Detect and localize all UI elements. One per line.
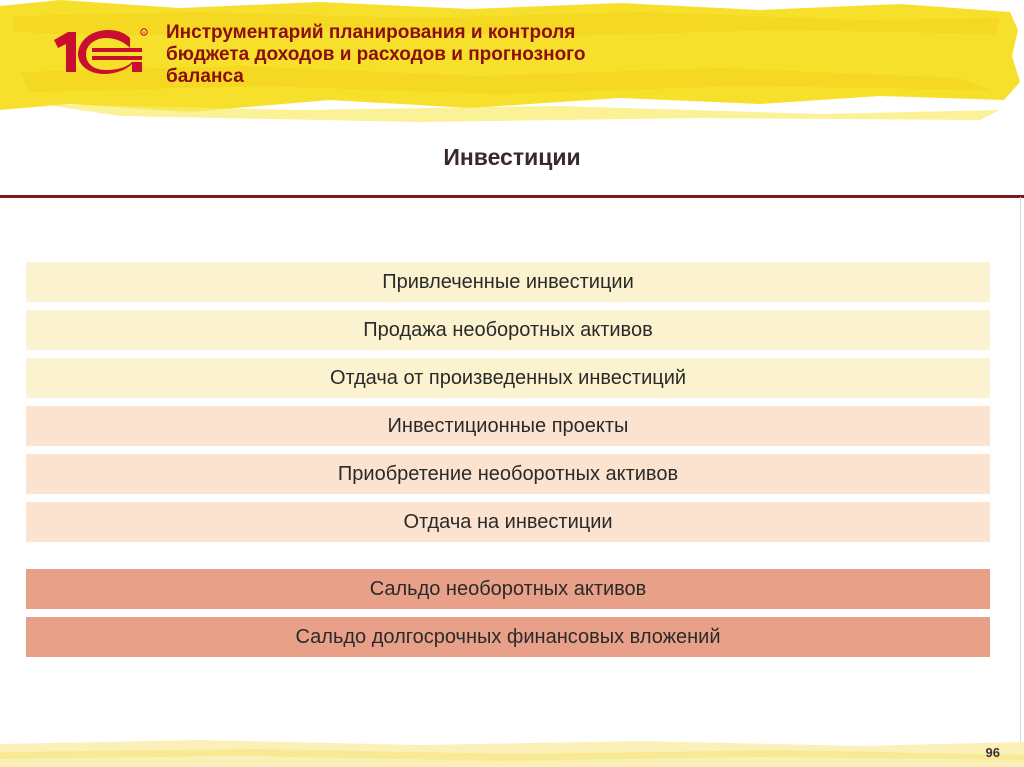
right-border-line xyxy=(1020,197,1021,742)
list-item-attracted-investments: Привлеченные инвестиции xyxy=(26,262,990,302)
svg-text:R: R xyxy=(142,30,146,35)
list-item-acquisition-noncurrent-assets: Приобретение необоротных активов xyxy=(26,454,990,494)
header-title-line-1: Инструментарий планирования и контроля xyxy=(166,22,576,43)
1c-logo xyxy=(50,26,150,78)
section-title: Инвестиции xyxy=(443,144,581,170)
list-item-sale-noncurrent-assets: Продажа необоротных активов xyxy=(26,310,990,350)
header-title xyxy=(166,22,726,88)
balance-item-noncurrent-assets: Сальдо необоротных активов xyxy=(26,569,990,609)
page-number: 96 xyxy=(985,745,1000,760)
list-item-return-on-investments: Отдача на инвестиции xyxy=(26,502,990,542)
balance-item-long-term-investments: Сальдо долгосрочных финансовых вложений xyxy=(26,617,990,657)
footer-brush-stroke xyxy=(0,740,1024,767)
header-title-line-2: бюджета доходов и расходов и прогнозного xyxy=(166,44,586,65)
investment-list xyxy=(26,262,990,665)
list-item-investment-projects: Инвестиционные проекты xyxy=(26,406,990,446)
divider xyxy=(0,195,1024,198)
header-title-line-3: баланса xyxy=(166,66,244,87)
list-gap xyxy=(26,550,990,569)
list-item-return-on-made-investments: Отдача от произведенных инвестиций xyxy=(26,358,990,398)
